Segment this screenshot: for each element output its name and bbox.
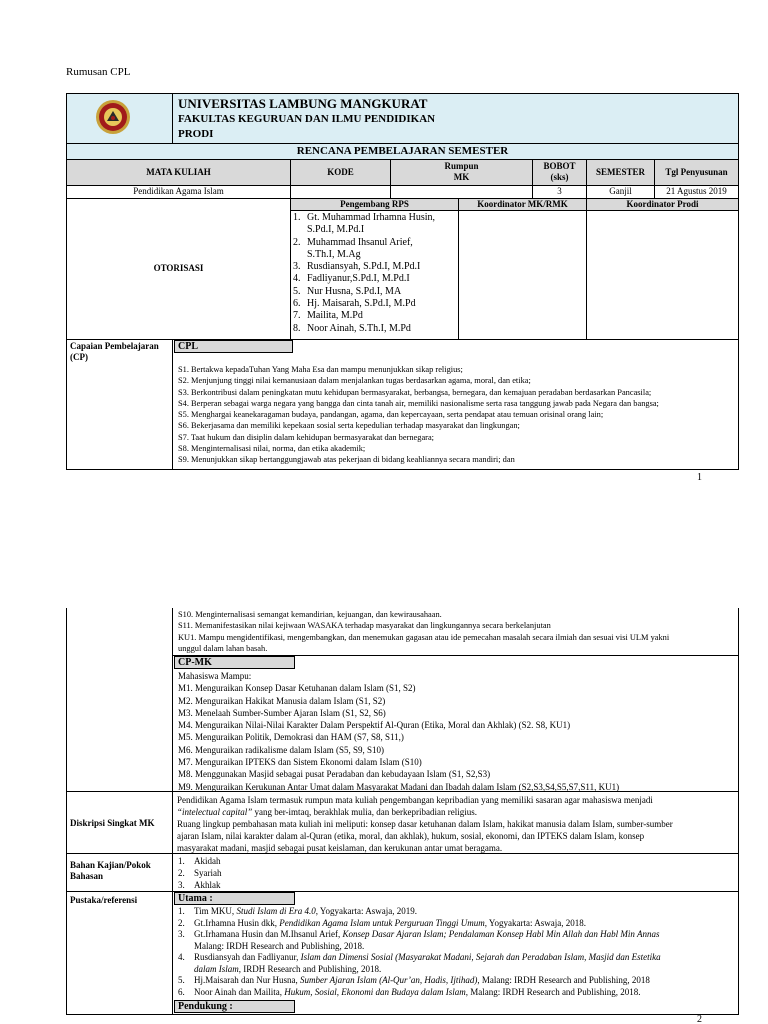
pustaka-author: Rusdiansyah dan Fadliyanur, (194, 952, 301, 962)
col-bobot-line1: BOBOT (543, 161, 576, 171)
koordinator-prodi-signature (586, 210, 739, 340)
pengembang-name: Nur Husna, S.Pd.I, MA (307, 285, 402, 297)
col-rumpun-line2: MK (453, 172, 470, 182)
col-mata-kuliah: MATA KULIAH (66, 159, 291, 186)
cpl-item: KU1. Mampu mengidentifikasi, mengembangkan, dan menemukan gagasan atau ide pemecahan masalah secara ilmiah dan sesuai visi ULM yakni (178, 632, 670, 642)
bahan-text: Syariah (194, 868, 222, 878)
value-kode (290, 185, 391, 199)
pengembang-name: Noor Ainah, S.Th.I, M.Pd (307, 322, 411, 334)
pustaka-publisher: , IRDH Research and Publishing, 2018. (238, 963, 382, 974)
pustaka-title: dalam Islam (194, 963, 239, 974)
bahan-cell (172, 853, 739, 892)
pustaka-title: Sumber Ajaran Islam (Al-Qur’an, Hadis, Ijtihad) (299, 975, 478, 985)
deskripsi-line-2 (177, 806, 734, 818)
pustaka-author: Gt.Irhamna Husin dkk, (194, 917, 280, 928)
pustaka-title: Pendidikan Agama Islam untuk Perguruan Tinggi Umum (279, 917, 485, 928)
page-number-1: 1 (697, 472, 702, 483)
pengembang-name: S.Th.I, M.Ag (307, 248, 361, 260)
cpl-item: S11. Memanifestasikan nilai kejiwaan WASAKA terhadap masyarakat dan lingkungannya secara berkelanjutan (178, 621, 551, 631)
pengembang-item (293, 261, 458, 273)
pustaka-number: 6. (178, 986, 185, 997)
cpmk-item: M6. Menguraikan radikalisme dalam Islam (S5, S9, S10) (178, 744, 384, 755)
cpl-cont-list (178, 609, 736, 654)
bahan-item (178, 867, 733, 879)
pustaka-item (178, 906, 736, 918)
pengembang-number: 8. (293, 322, 301, 334)
cpmk-item: M3. Menelaah Sumber-Sumber Ajaran Islam (S1, S2, S6) (178, 707, 386, 718)
cpmk-label: CP-MK (174, 656, 295, 669)
cpl-label: CPL (174, 340, 293, 353)
cpl-item: unggul dalam lahan basah. (178, 643, 268, 653)
cpl-item: S7. Taat hukum dan disiplin dalam kehidupan bermasyarakat dan bernegara; (178, 432, 435, 442)
university-name: UNIVERSITAS LAMBUNG MANGKURAT (178, 96, 428, 111)
cpmk-item: M5. Menguraikan Politik, Demokrasi dan HAM (S7, S8, S11,) (178, 732, 404, 743)
pustaka-item (178, 929, 736, 941)
pengembang-name: Muhammad Ihsanul Arief, (307, 236, 413, 248)
utama-label: Utama : (174, 892, 295, 905)
pustaka-publisher: , Malang: IRDH Research and Publishing, 2018 (477, 975, 650, 985)
otorisasi-label: OTORISASI (66, 198, 291, 340)
cpmk-item: M7. Menguraikan IPTEKS dan Sistem Ekonomi dalam Islam (S10) (178, 757, 422, 768)
col-rumpun (390, 159, 533, 186)
cpmk-item: Mahasiswa Mampu: (178, 671, 252, 681)
university-logo (95, 99, 131, 135)
pustaka-number: 4. (178, 952, 185, 962)
deskripsi-line-4: ajaran Islam, nilai karakter dalam al-Quran (etika, moral, dan akhlak), hukum, sosial, ekonomi, dan IPTEKS dalam Islam, konsep (177, 831, 645, 841)
cpl-item: S3. Berkontribusi dalam peningkatan mutu kehidupan bermasyarakat, berbangsa, bernegara, dan kemajuan peradaban berdasarkan Pancasila; (178, 387, 652, 397)
pengembang-number: 7. (293, 310, 301, 322)
value-tgl: 21 Agustus 2019 (654, 185, 739, 199)
cpmk-item: M8. Menggunakan Masjid sebagai pusat Peradaban dan kebudayaan Islam (S1, S2,S3) (178, 769, 491, 780)
pengembang-item (293, 237, 458, 249)
bahan-item (178, 879, 733, 891)
pengembang-head: Pengembang RPS (290, 198, 459, 211)
pustaka-number: 3. (178, 929, 185, 939)
deskripsi-line-3: Ruang lingkup pembahasan mata kuliah ini meliputi: konsep dasar ketuhanan dalam Islam, hakikat manusia dalam Islam, sumber-sumber (177, 819, 673, 829)
pengembang-number: 6. (293, 298, 301, 310)
pustaka-item (178, 987, 736, 999)
pustaka-publisher: , Yogyakarta: Aswaja, 2018. (484, 917, 586, 928)
pengembang-item (293, 212, 458, 224)
cpmk-item: M9. Menguraikan Kerukunan Antar Umat dalam Masyarakat Madani dan Ibadah dalam Islam (S2,S3,S4,S5,S7,S11, KU1) (178, 781, 620, 792)
faculty-name: FAKULTAS KEGURUAN DAN ILMU PENDIDIKAN (178, 113, 436, 125)
deskripsi-line-5: masyarakat madani, masjid sebagai pusat keislaman, dan kerukunan antar umat beragama. (177, 843, 503, 853)
rps-title: RENCANA PEMBELAJARAN SEMESTER (66, 143, 739, 160)
pustaka-title: Hukum, Sosial, Ekonomi dan Budaya dalam Islam (284, 986, 466, 997)
pengembang-name: Hj. Maisarah, S.Pd.I, M.Pd (307, 298, 416, 310)
value-bobot: 3 (532, 185, 587, 199)
cpl-cont-cell (172, 608, 739, 656)
pengembang-name: Gt. Muhammad Irhamna Husin, (307, 212, 436, 223)
pustaka-list (178, 906, 736, 998)
value-mata-kuliah: Pendidikan Agama Islam (66, 185, 291, 199)
page-header: Rumusan CPL (66, 66, 131, 78)
pengembang-item (293, 310, 458, 322)
bahan-label: Bahan Kajian/Pokok Bahasan (66, 853, 173, 892)
deskripsi-label: Diskripsi Singkat MK (66, 791, 173, 854)
pustaka-number: 2. (178, 917, 185, 928)
col-kode: KODE (290, 159, 391, 186)
value-rumpun (390, 185, 533, 199)
bahan-number: 1. (178, 856, 185, 866)
pengembang-item (293, 249, 458, 261)
pustaka-title: Studi Islam di Era 4.0 (236, 906, 316, 916)
cpmk-list (178, 670, 736, 793)
pustaka-number: 5. (178, 975, 185, 985)
pustaka-item (178, 918, 736, 930)
pengembang-name: Mailita, M.Pd (307, 310, 363, 322)
koordinator-prodi-head: Koordinator Prodi (586, 198, 739, 211)
pustaka-item (178, 952, 736, 964)
pustaka-author: Gt.Irhamana Husin dan M.Ihsanul Arief, (194, 929, 343, 939)
pustaka-title: Islam dan Dimensi Sosial (Masyarakat Madani, Sejarah dan Peradaban Islam, Masjid dan Estetika (300, 952, 661, 962)
pustaka-publisher: , Malang: IRDH Research and Publishing, 2018. (465, 986, 641, 997)
col-bobot-line2: (sks) (550, 172, 569, 182)
col-rumpun-line1: Rumpun (444, 161, 479, 171)
bahan-text: Akidah (194, 856, 221, 866)
bahan-item (178, 855, 733, 867)
pengembang-name: Fadliyanur,S.Pd.I, M.Pd.I (307, 273, 410, 285)
pustaka-title: Konsep Dasar Ajaran Islam; Pendalaman Konsep Habl Min Allah dan Habl Min Annas (342, 929, 660, 939)
bahan-number: 2. (178, 868, 185, 878)
capaian-label: Capaian Pembelajaran (CP) (66, 339, 173, 470)
pengembang-number: 2. (293, 236, 301, 248)
koordinator-mk-head: Koordinator MK/RMK (458, 198, 587, 211)
pengembang-item (293, 298, 458, 310)
bahan-number: 3. (178, 880, 185, 890)
cpl-item: S5. Menghargai keanekaragaman budaya, pandangan, agama, dan kepercayaan, serta pendapat atau temuan orisinal orang lain; (178, 410, 604, 420)
cpl-item: S4. Berperan sebagai warga negara yang bangga dan cinta tanah air, memiliki nasionalisme serta rasa tanggung jawab pada Negara dan bangsa; (178, 398, 659, 408)
pustaka-author: Hj.Maisarah dan Nur Husna, (194, 975, 300, 985)
capaian-left-cont (66, 608, 173, 792)
pustaka-item (178, 975, 736, 987)
pengembang-number: 3. (293, 261, 301, 273)
pustaka-author: Noor Ainah dan Mailita, (194, 986, 285, 997)
cpl-item: S1. Bertakwa kepadaTuhan Yang Maha Esa dan mampu menunjukkan sikap religius; (178, 365, 463, 374)
col-tgl: Tgl Penyusunan (654, 159, 739, 186)
pustaka-label: Pustaka/referensi (66, 891, 173, 1015)
pengembang-item (293, 286, 458, 298)
deskripsi-text (172, 791, 739, 854)
pustaka-author: Malang: IRDH Research and Publishing, 2018. (194, 940, 365, 951)
pengembang-item (293, 273, 458, 285)
pustaka-item (178, 941, 736, 953)
pengembang-number: 5. (293, 285, 301, 297)
col-bobot (532, 159, 587, 186)
institution-cell (172, 93, 739, 144)
pengembang-name: S.Pd.I, M.Pd.I (307, 224, 365, 236)
cpl-item: S2. Menjunjung tinggi nilai kemanusiaan dalam menjalankan tugas berdasarkan agama, moral, dan etika; (178, 376, 531, 386)
value-semester: Ganjil (586, 185, 655, 199)
cpmk-item: M2. Menguraikan Hakikat Manusia dalam Islam (S1, S2) (178, 695, 386, 706)
cpl-item: S9. Menunjukkan sikap bertanggungjawab atas pekerjaan di bidang keahliannya secara mandiri; dan (178, 455, 515, 465)
bahan-text: Akhlak (194, 880, 221, 890)
pustaka-author: Tim MKU, (194, 906, 237, 916)
cpl-item: S10. Menginternalisasi semangat kemandirian, kejuangan, dan kewirausahaan. (178, 610, 442, 619)
pustaka-number: 1. (178, 906, 185, 916)
cpmk-item: M1. Menguraikan Konsep Dasar Ketuhanan dalam Islam (S1, S2) (178, 683, 416, 694)
pengembang-name: Rusdiansyah, S.Pd.I, M.Pd.I (307, 261, 421, 273)
prodi-name: PRODI (178, 128, 214, 140)
cpmk-item: M4. Menguraikan Nilai-Nilai Karakter Dalam Perspektif Al-Quran (Etika, Moral dan Akhlak) (S2. S8, KU1) (178, 720, 571, 731)
deskripsi-line-1: Pendidikan Agama Islam termasuk rumpun mata kuliah pengembangan kepribadian yang memiliki sasaran agar mahasiswa menjadi (177, 795, 653, 805)
koordinator-mk-signature (458, 210, 587, 340)
deskripsi-line-2-rest: yang ber-imtaq, berakhlak mulia, dan berkepribadian religius. (252, 807, 477, 817)
cpl-item: S6. Bekerjasama dan memiliki kepekaan sosial serta kepedulian terhadap masyarakat dan lingkungan; (178, 421, 520, 431)
pengembang-number: 1. (293, 212, 301, 223)
pengembang-number: 4. (293, 273, 301, 285)
pendukung-label: Pendukung : (174, 1000, 295, 1013)
cpl-list (178, 364, 736, 466)
pengembang-list (290, 210, 459, 340)
pengembang-item (293, 323, 458, 335)
intelectual-capital: “intelectual capital” (177, 807, 253, 817)
cpl-item: S8. Menginternalisasi nilai, norma, dan etika akademik; (178, 444, 366, 454)
col-semester: SEMESTER (586, 159, 655, 186)
pengembang-item (293, 224, 458, 236)
pustaka-item (178, 964, 736, 976)
page-number-2: 2 (697, 1014, 702, 1024)
pustaka-publisher: , Yogyakarta: Aswaja, 2019. (315, 906, 417, 916)
